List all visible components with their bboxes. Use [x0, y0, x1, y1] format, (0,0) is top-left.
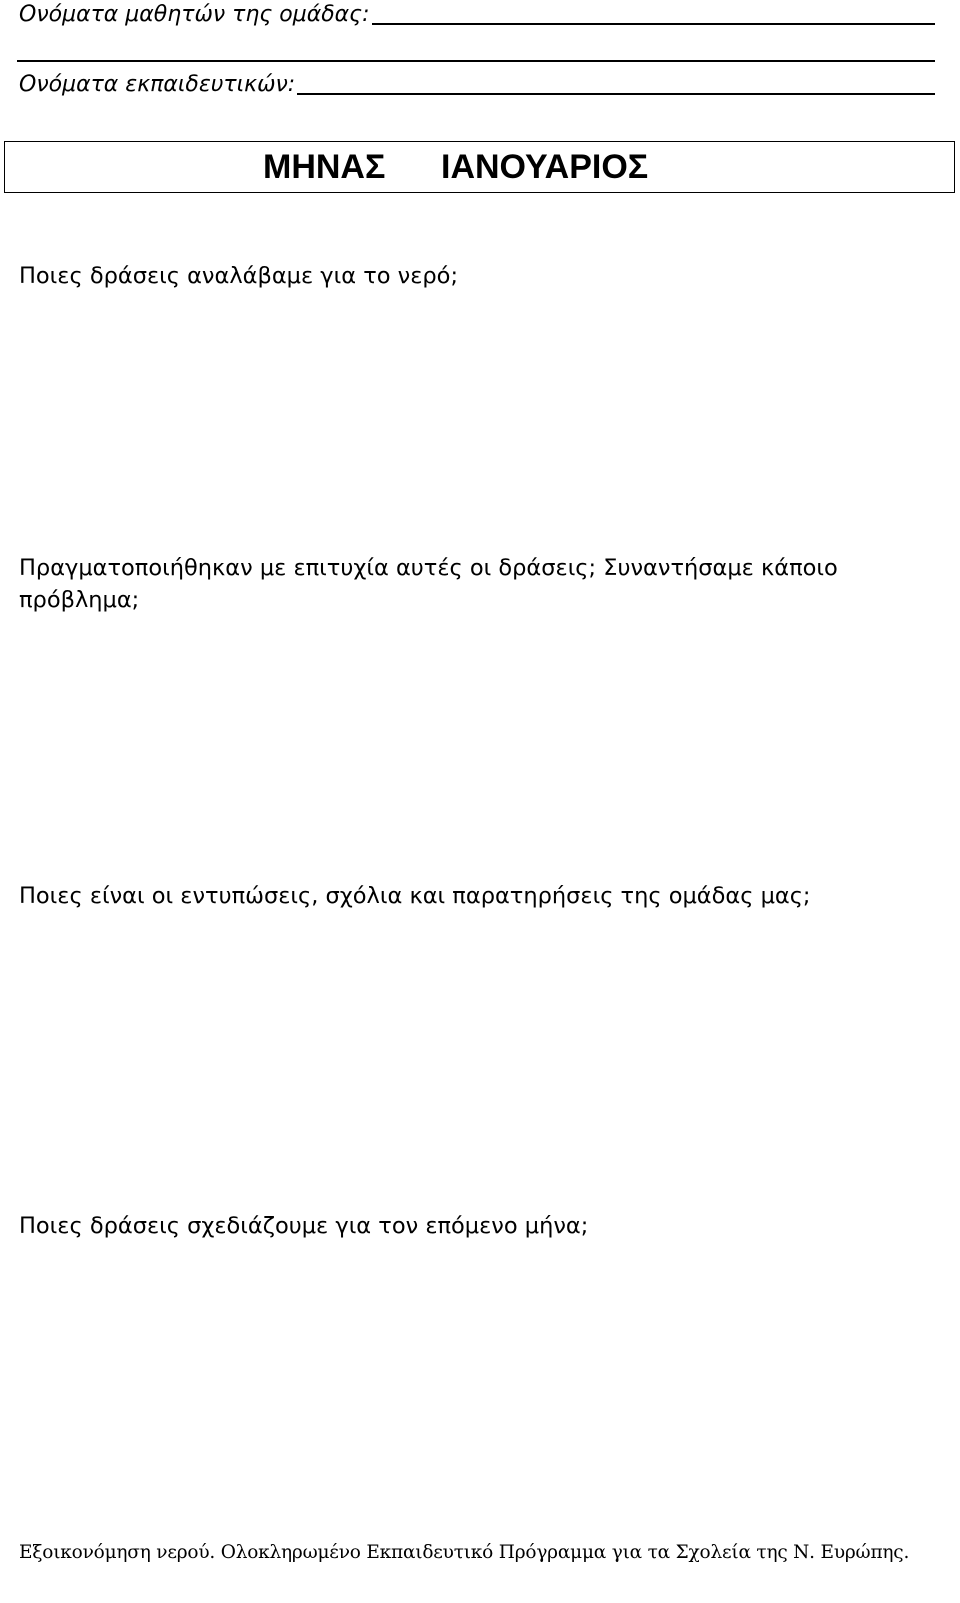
students-names-field — [19, 4, 935, 26]
question-impressions: Ποιες είναι οι εντυπώσεις, σχόλια και παρατηρήσεις της ομάδας μας; — [19, 883, 811, 909]
month-box — [4, 141, 955, 193]
teachers-names-blank-line — [297, 92, 935, 95]
students-names-label: Ονόματα μαθητών της ομάδας: — [19, 2, 370, 27]
month-label: ΜΗΝΑΣ — [263, 148, 386, 186]
question-next-month-plans: Ποιες δράσεις σχεδιάζουμε για τον επόμενο μήνα; — [19, 1213, 589, 1239]
teachers-names-label: Ονόματα εκπαιδευτικών: — [19, 72, 296, 97]
month-value: ΙΑΝΟΥΑΡΙΟΣ — [441, 148, 649, 186]
students-names-blank-line — [372, 22, 936, 25]
question-success-problems: Πραγματοποιήθηκαν με επιτυχία αυτές οι δράσεις; Συναντήσαμε κάποιο πρόβλημα; — [19, 555, 838, 613]
page-footer: Εξοικονόμηση νερού. Ολοκληρωμένο Εκπαιδευτικό Πρόγραμμα για τα Σχολεία της Ν. Ευρώπης. — [19, 1542, 910, 1563]
teachers-names-field — [19, 74, 935, 96]
students-names-second-line — [17, 60, 935, 62]
question-actions-taken: Ποιες δράσεις αναλάβαμε για το νερό; — [19, 263, 459, 289]
